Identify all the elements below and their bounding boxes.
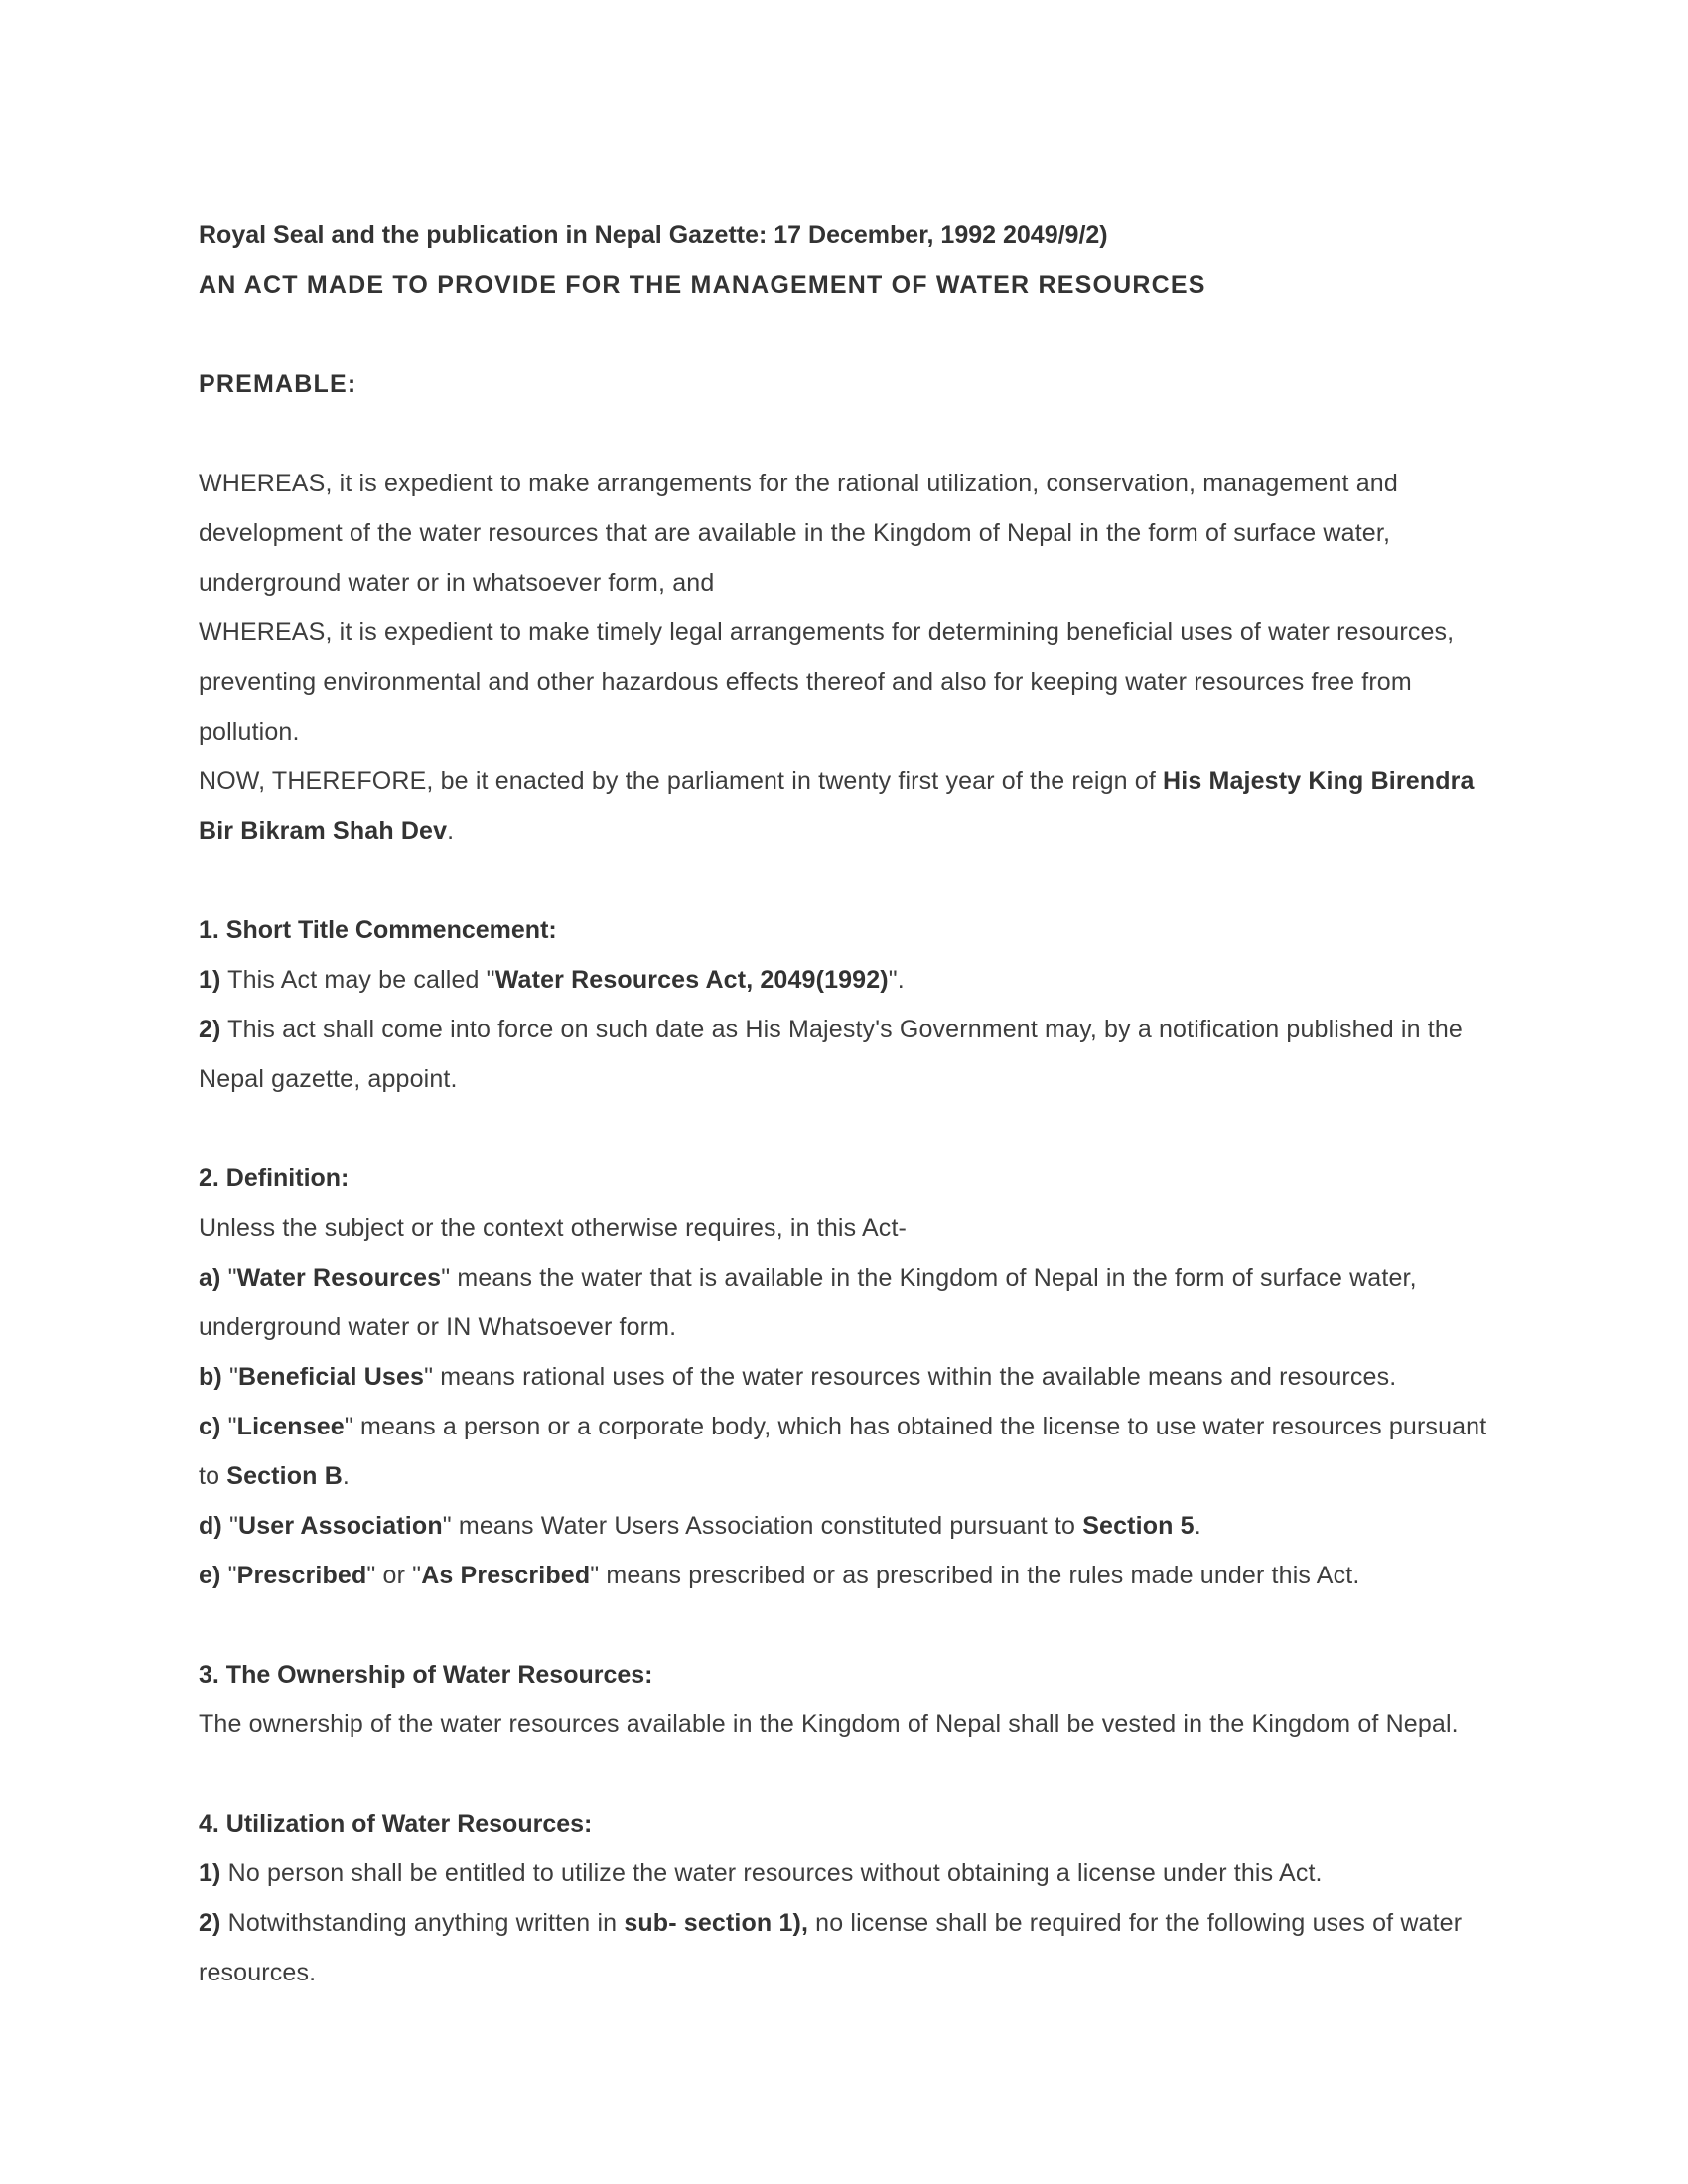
spacer	[199, 1749, 1489, 1799]
definition-e	[199, 1551, 1489, 1600]
gazette-line: Royal Seal and the publication in Nepal Gazette: 17 December, 1992 2049/9/2)	[199, 221, 1108, 249]
definition-text: " means rational uses of the water resources within the available means and resources.	[424, 1363, 1397, 1391]
definition-label: b)	[199, 1363, 222, 1391]
document-page	[199, 210, 1489, 1997]
enactment-text: NOW, THEREFORE, be it enacted by the parliament in twenty first year of the reign of	[199, 767, 1164, 795]
definition-b	[199, 1352, 1489, 1402]
quote-open: "	[221, 1363, 239, 1391]
definition-term: Licensee	[236, 1413, 345, 1440]
section-4-heading: 4. Utilization of Water Resources:	[199, 1810, 593, 1838]
section-reference: Section B	[226, 1462, 343, 1490]
definition-end: .	[342, 1462, 351, 1490]
item-number: 1)	[199, 1859, 221, 1887]
subsection-reference: sub- section 1),	[624, 1909, 809, 1937]
preamble-enactment	[199, 756, 1489, 856]
definition-text: " means Water Users Association constituted pursuant to	[442, 1512, 1083, 1540]
definition-label: d)	[199, 1512, 222, 1540]
king-name: His Majesty King Birendra Bir Bikram Shah Dev	[199, 767, 1475, 845]
item-number: 1)	[199, 966, 221, 994]
item-number: 2)	[199, 1016, 221, 1043]
definition-text: " means a person or a corporate body, which has obtained the license to use water resources pursuant to	[199, 1413, 1487, 1490]
enactment-end: .	[447, 817, 455, 845]
item-text-end: no license shall be required for the following uses of water resources.	[199, 1909, 1463, 1986]
definition-term-alt: As Prescribed	[421, 1562, 591, 1589]
spacer	[199, 409, 1489, 459]
spacer	[199, 310, 1489, 359]
section-3-text: The ownership of the water resources available in the Kingdom of Nepal shall be vested in the Kingdom of Nepal.	[199, 1710, 1459, 1738]
section-1-item-1	[199, 955, 1489, 1005]
definition-connector: " or "	[366, 1562, 422, 1589]
item-text: No person shall be entitled to utilize the water resources without obtaining a license under this Act.	[220, 1859, 1323, 1887]
quote-open: "	[221, 1512, 239, 1540]
definition-c	[199, 1402, 1489, 1501]
definition-label: e)	[199, 1562, 221, 1589]
quote-open: "	[220, 1413, 237, 1440]
quote-open: "	[220, 1264, 237, 1292]
act-title: AN ACT MADE TO PROVIDE FOR THE MANAGEMENT OF WATER RESOURCES	[199, 271, 1206, 299]
definition-term: Water Resources	[236, 1264, 442, 1292]
definition-term: Beneficial Uses	[238, 1363, 425, 1391]
item-text-end: ".	[888, 966, 905, 994]
spacer	[199, 856, 1489, 905]
item-text: Notwithstanding anything written in	[220, 1909, 625, 1937]
item-text: This act shall come into force on such date as His Majesty's Government may, by a notification published in the Nepal gazette, appoint.	[199, 1016, 1463, 1093]
section-4-item-2	[199, 1898, 1489, 1997]
definition-end: .	[1194, 1512, 1201, 1540]
section-3-heading: 3. The Ownership of Water Resources:	[199, 1661, 653, 1689]
preamble-whereas-1: WHEREAS, it is expedient to make arrangements for the rational utilization, conservation, management and development of the water resources that are available in the Kingdom of Nepal in the form of surface water, underground water or in whatsoever form, and	[199, 470, 1398, 597]
preamble-whereas-2: WHEREAS, it is expedient to make timely legal arrangements for determining beneficial uses of water resources, preventing environmental and other hazardous effects thereof and also for keeping water resources free from pollution.	[199, 618, 1455, 746]
item-number: 2)	[199, 1909, 221, 1937]
definition-label: c)	[199, 1413, 221, 1440]
definition-d	[199, 1501, 1489, 1551]
item-text: This Act may be called "	[220, 966, 495, 994]
definition-a	[199, 1253, 1489, 1352]
section-4-item-1	[199, 1848, 1489, 1898]
section-reference: Section 5	[1082, 1512, 1195, 1540]
spacer	[199, 1600, 1489, 1650]
section-2-intro: Unless the subject or the context otherwise requires, in this Act-	[199, 1214, 908, 1242]
section-1-item-2	[199, 1005, 1489, 1104]
act-short-title: Water Resources Act, 2049(1992)	[494, 966, 889, 994]
definition-text: " means prescribed or as prescribed in the rules made under this Act.	[590, 1562, 1360, 1589]
definition-text: " means the water that is available in the Kingdom of Nepal in the form of surface water, underground water or IN Whatsoever form.	[199, 1264, 1417, 1341]
definition-label: a)	[199, 1264, 221, 1292]
definition-term: Prescribed	[236, 1562, 367, 1589]
spacer	[199, 1104, 1489, 1154]
section-2-heading: 2. Definition:	[199, 1164, 350, 1192]
preamble-heading: PREMABLE:	[199, 370, 357, 398]
quote-open: "	[220, 1562, 237, 1589]
definition-term: User Association	[238, 1512, 443, 1540]
section-1-heading: 1. Short Title Commencement:	[199, 916, 557, 944]
